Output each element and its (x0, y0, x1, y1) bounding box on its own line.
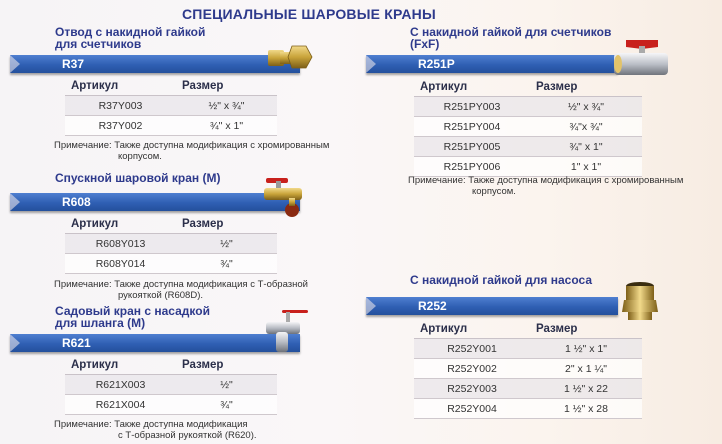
article-cell: R621X004 (65, 395, 176, 415)
r252-code: R252 (418, 299, 447, 313)
r621-note-line2: с Т-образной рукояткой (R620). (118, 430, 257, 441)
r37-title-line1: Отвод с накидной гайкой (55, 25, 206, 39)
r621-note-line1: Примечание: Также доступна модификация (54, 419, 248, 430)
size-cell: ½" (176, 375, 277, 395)
r37-col-size: Размер (176, 76, 277, 96)
article-cell: R608Y014 (65, 254, 176, 274)
table-row (414, 359, 642, 379)
r621-table (65, 355, 277, 415)
pump-nut-icon (620, 280, 660, 322)
r251p-title (410, 26, 611, 50)
r37-title (55, 26, 205, 50)
r621-title (55, 305, 210, 329)
r251p-table (414, 77, 642, 177)
size-cell: 1" x 1" (530, 157, 642, 177)
table-row (414, 379, 642, 399)
r252-col-size: Размер (530, 319, 642, 339)
article-cell: R252Y001 (414, 339, 530, 359)
drain-valve-icon (262, 172, 308, 220)
r37-note (54, 140, 329, 162)
r621-note (54, 419, 257, 441)
r621-code-bar (10, 334, 300, 352)
table-row (414, 157, 642, 177)
r621-title-line2: для шланга (М) (55, 316, 146, 330)
size-cell: ½" x ¾" (176, 96, 277, 116)
r608-note-line1: Примечание: Также доступна модификация с Т-образной (54, 279, 308, 290)
brass-nut-adapter-icon (266, 40, 314, 74)
r37-code: R37 (62, 57, 85, 71)
article-cell: R251PY006 (414, 157, 530, 177)
size-cell: 1 ½" x 22 (530, 379, 642, 399)
r251p-title-line2: (FxF) (410, 37, 440, 51)
r608-title-line1: Спускной шаровой кран (М) (55, 171, 221, 185)
r608-note (54, 279, 308, 301)
r608-title (55, 172, 220, 184)
page-title: СПЕЦИАЛЬНЫЕ ШАРОВЫЕ КРАНЫ (182, 6, 436, 22)
r37-col-article: Артикул (65, 76, 176, 96)
size-cell: ¾" x 1" (176, 116, 277, 136)
r252-table (414, 319, 642, 419)
size-cell: ½" (176, 234, 277, 254)
article-cell: R252Y003 (414, 379, 530, 399)
r251p-title-line1: С накидной гайкой для счетчиков (410, 25, 612, 39)
r608-code-bar (10, 193, 300, 211)
article-cell: R608Y013 (65, 234, 176, 254)
r608-col-size: Размер (176, 214, 277, 234)
table-row (65, 395, 277, 415)
r251p-col-article: Артикул (414, 77, 530, 97)
table-row (414, 117, 642, 137)
ball-valve-red-handle-icon (612, 36, 670, 80)
table-row (65, 116, 277, 136)
size-cell: ¾"x ¾" (530, 117, 642, 137)
r251p-code-bar (366, 55, 618, 73)
r251p-note-line2: корпусом. (472, 186, 516, 197)
table-row (414, 137, 642, 157)
r251p-note-line1: Примечание: Также доступна модификация с хромированным (408, 175, 684, 186)
article-cell: R621X003 (65, 375, 176, 395)
r251p-code: R251P (418, 57, 455, 71)
garden-tap-icon (264, 306, 316, 358)
size-cell: ¾" (176, 395, 277, 415)
r37-note-line1: Примечание: Также доступна модификация с хромированным (54, 140, 330, 151)
table-row (65, 375, 277, 395)
article-cell: R251PY005 (414, 137, 530, 157)
r252-code-bar (366, 297, 618, 315)
size-cell: 1 ½" x 28 (530, 399, 642, 419)
size-cell: 2" x 1 ¼" (530, 359, 642, 379)
size-cell: ¾" (176, 254, 277, 274)
table-row (414, 399, 642, 419)
r621-title-line1: Садовый кран с насадкой (55, 304, 210, 318)
r621-col-article: Артикул (65, 355, 176, 375)
r608-col-article: Артикул (65, 214, 176, 234)
r252-title-line1: С накидной гайкой для насоса (410, 273, 592, 287)
r251p-note (408, 175, 683, 197)
r608-table (65, 214, 277, 274)
size-cell: ½" x ¾" (530, 97, 642, 117)
r251p-col-size: Размер (530, 77, 642, 97)
article-cell: R37Y002 (65, 116, 176, 136)
size-cell: 1 ½" x 1" (530, 339, 642, 359)
r37-table (65, 76, 277, 136)
r252-title (410, 274, 592, 286)
article-cell: R251PY003 (414, 97, 530, 117)
table-row (414, 97, 642, 117)
table-row (65, 234, 277, 254)
r37-code-bar (10, 55, 300, 73)
size-cell: ¾" x 1" (530, 137, 642, 157)
r37-note-line2: корпусом. (118, 151, 162, 162)
article-cell: R252Y004 (414, 399, 530, 419)
table-row (65, 96, 277, 116)
r608-note-line2: рукояткой (R608D). (118, 290, 203, 301)
article-cell: R37Y003 (65, 96, 176, 116)
table-row (65, 254, 277, 274)
article-cell: R252Y002 (414, 359, 530, 379)
r37-title-line2: для счетчиков (55, 37, 142, 51)
r621-code: R621 (62, 336, 91, 350)
r608-code: R608 (62, 195, 91, 209)
r252-col-article: Артикул (414, 319, 530, 339)
r621-col-size: Размер (176, 355, 277, 375)
article-cell: R251PY004 (414, 117, 530, 137)
table-row (414, 339, 642, 359)
